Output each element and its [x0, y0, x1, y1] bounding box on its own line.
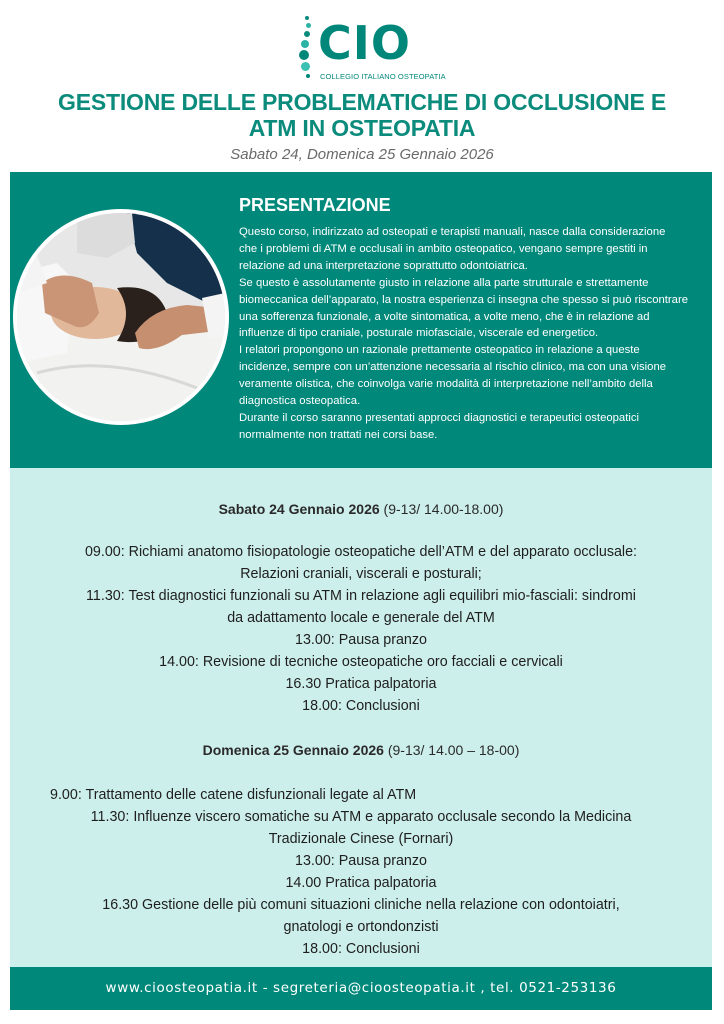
program-line: 14.00 Pratica palpatoria [285, 875, 437, 891]
program-line: 14.00: Revisione di tecniche osteopatiche oro facciali e cervicali [159, 654, 563, 670]
presentation-line: Se questo è assolutamente giusto in relazione alla parte strutturale e strettamente [239, 276, 649, 289]
program-line: gnatologi e ortondonzisti [283, 919, 439, 935]
spine-dots-icon [296, 16, 316, 82]
presentation-line: I relatori propongono un razionale prettamente osteopatico in relazione a queste [239, 344, 640, 357]
presentation-section [10, 172, 712, 468]
program-line: 16.30 Pratica palpatoria [285, 676, 437, 692]
presentation-line: relazione ad una interpretazione soprattutto odontoiatrica. [239, 259, 528, 272]
presentation-text [239, 224, 707, 444]
page-title [20, 89, 704, 141]
day2-heading [10, 741, 712, 759]
day1-program [10, 541, 712, 717]
contact-footer [10, 967, 712, 1010]
day2-title: Domenica 25 Gennaio 2026 [202, 742, 384, 758]
program-line: 13.00: Pausa pranzo [295, 853, 427, 869]
photo-illustration-icon [17, 213, 225, 421]
program-line: da adattamento locale e generale del ATM [227, 610, 495, 626]
treatment-photo [13, 209, 229, 425]
presentation-line: Questo corso, indirizzato ad osteopati e terapisti manuali, nasce dalla considerazione [239, 226, 666, 238]
program-line: 11.30: Test diagnostici funzionali su ATM in relazione agli equilibri mio-fasciali: sindromi [86, 588, 636, 604]
contact-info[interactable]: www.cioosteopatia.it - segreteria@cioosteopatia.it , tel. 0521-253136 [105, 980, 617, 996]
presentation-line: incidenze, sempre con un’attenzione necessaria al rischio clinico, ma con una visione [239, 361, 667, 374]
day1-heading [10, 500, 712, 518]
presentation-line: veramente olistica, che coinvolga varie modalità di interpretazione nell’ambito della [239, 378, 653, 391]
day2-program [10, 784, 712, 960]
program-line: 16.30 Gestione delle più comuni situazioni cliniche nella relazione con odontoiatri, [102, 897, 620, 913]
logo-subtitle: COLLEGIO ITALIANO OSTEOPATIA [320, 72, 446, 81]
title-line-1: GESTIONE DELLE PROBLEMATICHE DI OCCLUSIONE E [58, 89, 666, 115]
program-line: Relazioni craniali, viscerali e posturali; [240, 566, 482, 582]
program-line: 18.00: Conclusioni [302, 698, 420, 714]
day1-title: Sabato 24 Gennaio 2026 [218, 501, 380, 517]
presentation-line: normalmente non trattati nei corsi base. [239, 428, 438, 441]
presentation-line: una sofferenza funzionale, a volte sintomatica, a volte meno, che è in relazione ad [239, 310, 650, 323]
program-line: Tradizionale Cinese (Fornari) [268, 831, 454, 847]
program-line: 13.00: Pausa pranzo [295, 632, 427, 648]
program-line: 9.00: Trattamento delle catene disfunzionali legate al ATM [50, 787, 417, 803]
day2-hours: (9-13/ 14.00 – 18-00) [383, 742, 520, 758]
day1-hours: (9-13/ 14.00-18.00) [379, 501, 504, 517]
event-dates: Sabato 24, Domenica 25 Gennaio 2026 [230, 146, 494, 163]
program-line: 09.00: Richiami anatomo fisiopatologie osteopatiche dell’ATM e del apparato occlusale: [84, 544, 638, 560]
program-line: 18.00: Conclusioni [302, 941, 420, 957]
presentation-line: biomeccanica dell’apparato, la nostra esperienza ci insegna che spesso si può riscontrare [239, 293, 688, 306]
program-line: 11.30: Influenze viscero somatiche su ATM e apparato occlusale secondo la Medicina [90, 809, 632, 825]
title-line-2: ATM IN OSTEOPATIA [248, 115, 476, 141]
presentation-line: Durante il corso saranno presentati approcci diagnostici e terapeutici osteopatici [239, 411, 640, 424]
presentation-line: influenze di tipo craniale, posturale miofasciale, viscerale ed energetico. [239, 327, 599, 340]
cio-logo [296, 16, 446, 86]
logo-wordmark: CIO [318, 16, 411, 70]
schedule-section [10, 468, 712, 967]
presentation-line: diagnostica osteopatica. [239, 395, 361, 408]
presentation-line: che i problemi di ATM e occlusali in ambito osteopatico, vengano sempre gestiti in [239, 242, 648, 255]
presentation-heading: PRESENTAZIONE [239, 195, 391, 215]
